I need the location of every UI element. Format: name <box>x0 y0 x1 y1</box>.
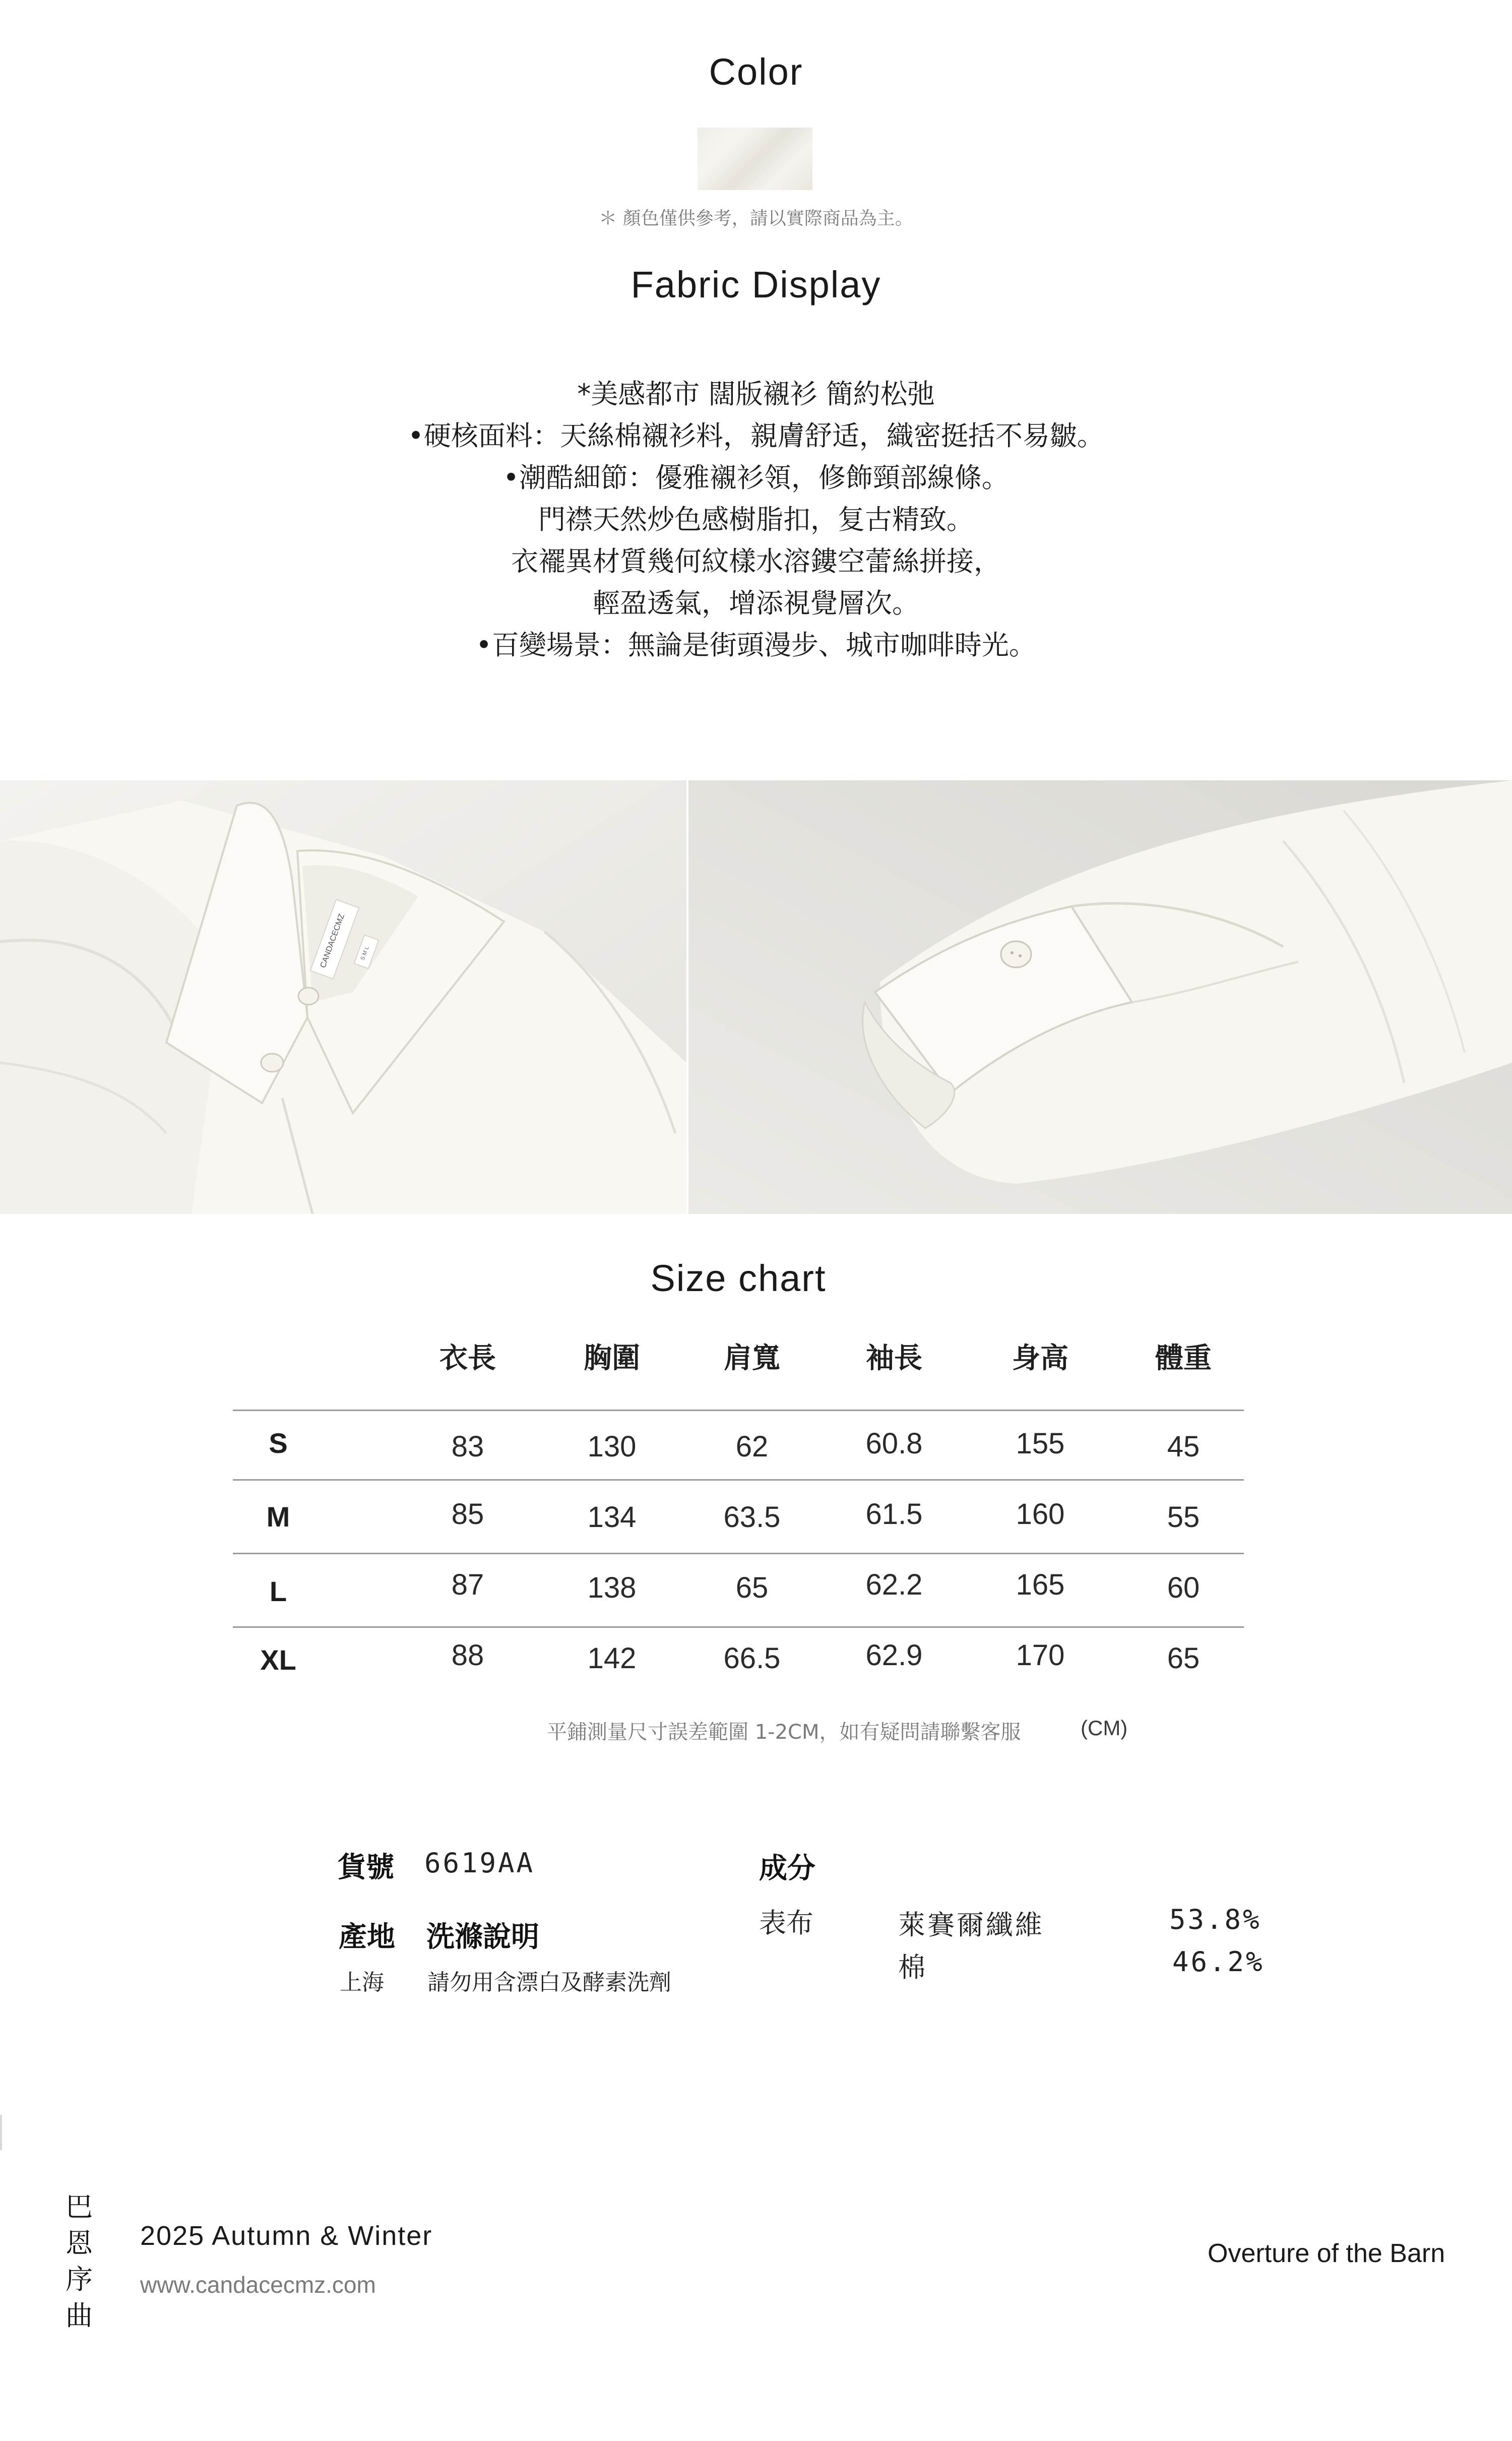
table-cell: 85 <box>451 1498 484 1531</box>
column-header-bust: 胸圍 <box>584 1342 640 1375</box>
table-cell: 63.5 <box>723 1501 781 1534</box>
composition-label: 成分 <box>759 1852 815 1885</box>
brand-vertical-text <box>61 2189 97 2334</box>
brand-vertical-char: 曲 <box>66 2300 93 2332</box>
table-cell: 61.5 <box>865 1498 923 1531</box>
column-header-sleeve: 袖長 <box>866 1342 922 1375</box>
table-rule <box>233 1479 1244 1481</box>
description-line: •百變場景：無論是街頭漫步、城市咖啡時光。 <box>476 629 1036 661</box>
description-line: 衣襬異材質幾何紋樣水溶鏤空蕾絲拼接， <box>511 545 1001 577</box>
size-label: S <box>269 1427 288 1459</box>
item-number-value: 6619AA <box>424 1847 535 1879</box>
material-name: 棉 <box>898 1951 925 1983</box>
size-chart-title: Size chart <box>650 1257 827 1299</box>
size-chart-note: 平鋪測量尺寸誤差範圍 1-2CM，如有疑問請聯繫客服 <box>547 1721 1021 1744</box>
website-link[interactable]: www.candacecmz.com <box>140 2272 376 2298</box>
table-cell: 87 <box>451 1568 484 1601</box>
material-percent: 53.8% <box>1169 1904 1262 1935</box>
table-rule <box>233 1626 1244 1628</box>
table-cell: 62.2 <box>865 1568 923 1601</box>
wash-instructions-value: 請勿用含漂白及酵素洗劑 <box>427 1970 671 1995</box>
color-title: Color <box>709 51 803 93</box>
brand-vertical-char: 巴 <box>66 2191 93 2223</box>
collar-detail-photo <box>0 780 686 1214</box>
table-cell: 155 <box>1016 1427 1065 1460</box>
fabric-display-title: Fabric Display <box>631 264 881 306</box>
table-cell: 138 <box>587 1571 637 1604</box>
table-rule <box>233 1553 1244 1554</box>
table-cell: 62 <box>735 1430 769 1463</box>
color-swatch[interactable] <box>698 128 812 190</box>
table-cell: 142 <box>587 1642 637 1675</box>
description-line: •硬核面料：天絲棉襯衫料，親膚舒适，織密挺括不易皺。 <box>408 420 1104 452</box>
tagline: Overture of the Barn <box>1208 2239 1445 2268</box>
table-cell: 66.5 <box>723 1642 781 1675</box>
description-line: •潮酷細節：優雅襯衫領，修飾頸部線條。 <box>503 462 1009 494</box>
table-cell: 165 <box>1016 1568 1065 1601</box>
season-label: 2025 Autumn & Winter <box>140 2221 433 2251</box>
table-cell: 60 <box>1167 1571 1200 1604</box>
edge-divider <box>0 2115 2 2150</box>
wash-instructions-label: 洗滌說明 <box>426 1921 539 1954</box>
fabric-description <box>0 373 1512 666</box>
size-label: L <box>269 1575 287 1607</box>
material-name: 萊賽爾纖維 <box>898 1909 1044 1941</box>
table-rule <box>233 1410 1244 1411</box>
table-cell: 65 <box>735 1571 769 1604</box>
table-cell: 88 <box>451 1639 484 1672</box>
origin-value: 上海 <box>340 1970 384 1995</box>
brand-vertical-char: 序 <box>66 2264 93 2295</box>
table-cell: 55 <box>1167 1501 1200 1534</box>
table-cell: 83 <box>451 1430 484 1463</box>
table-cell: 170 <box>1016 1639 1065 1672</box>
label-brand-text: CANDACECMZ <box>319 912 347 969</box>
table-cell: 45 <box>1167 1430 1200 1463</box>
column-header-shoulder: 肩寬 <box>724 1342 780 1375</box>
material-percent: 46.2% <box>1172 1946 1265 1978</box>
item-number-label: 貨號 <box>338 1851 394 1884</box>
origin-label: 產地 <box>339 1921 395 1954</box>
size-chart-unit: (CM) <box>1081 1716 1128 1740</box>
table-cell: 130 <box>587 1430 637 1463</box>
description-line: 輕盈透氣，增添視覺層次。 <box>593 587 919 619</box>
description-line: 門襟天然炒色感樹脂扣，复古精致。 <box>538 504 974 535</box>
table-cell: 160 <box>1016 1498 1065 1531</box>
cuff-detail-photo <box>688 780 1512 1214</box>
outer-fabric-label: 表布 <box>759 1907 813 1939</box>
table-cell: 65 <box>1167 1642 1200 1675</box>
color-note: ＊ 顏色僅供參考，請以實際商品為主。 <box>599 208 913 229</box>
table-cell: 60.8 <box>865 1427 923 1460</box>
size-label: M <box>266 1501 290 1533</box>
size-label: XL <box>260 1644 296 1676</box>
column-header-length: 衣長 <box>439 1342 496 1375</box>
table-cell: 134 <box>587 1501 637 1534</box>
description-line: *美感都市 闊版襯衫 簡約松弛 <box>577 378 935 410</box>
table-cell: 62.9 <box>865 1639 923 1672</box>
column-header-height: 身高 <box>1012 1342 1068 1375</box>
brand-vertical-char: 恩 <box>66 2227 93 2259</box>
column-header-weight: 體重 <box>1155 1342 1212 1375</box>
label-size-text: S M L <box>359 945 370 961</box>
